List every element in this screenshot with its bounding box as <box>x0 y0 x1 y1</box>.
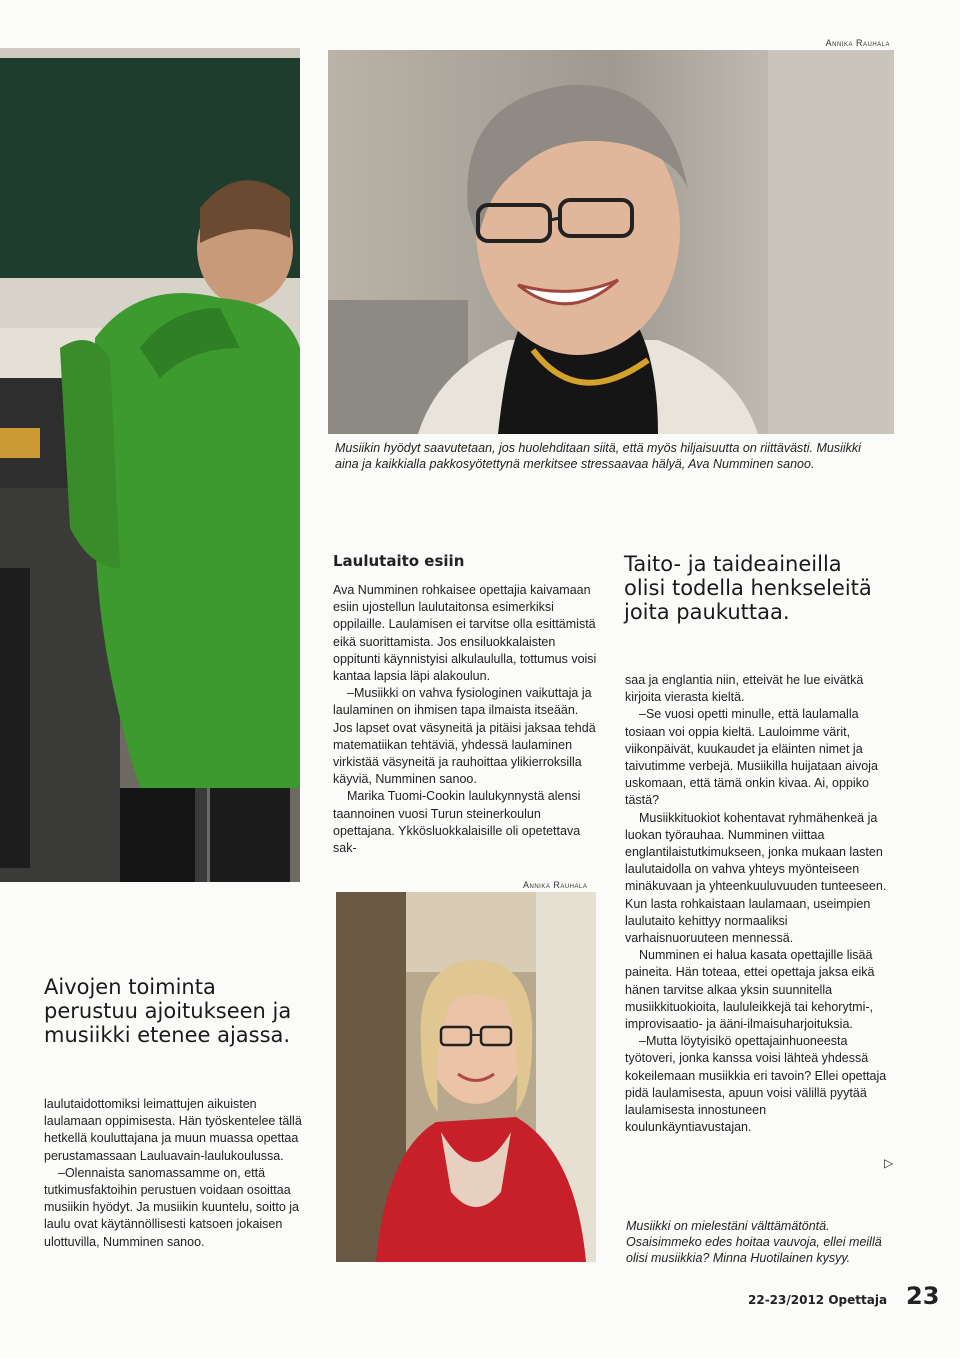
right-paragraph-3: Musiikkituokiot kohentavat ryhmähenkeä ja luokan työrauhaa. Numminen viittaa englantilaistutkimukseen, jonka mukaan lasten laulutaidolla on vahva yhteys myönteiseen minäkuvaan ja yhteenkuuluvuuden tunteeseen. Kun lasta rohkaistaan laulamaan, useimpien laulutaito kehittyy normaaliksi varhaisnuoruuteen mennessä. <box>625 810 887 946</box>
right-paragraph-5: –Mutta löytyisikö opettajainhuoneesta työtoveri, jonka kanssa voisi lähteä yhdessä kokeilemaan musiikkia eri tavoin? Ellei opettaja pidä laulamisesta, apuun voisi välillä pyytää laulamisesta innostuneen koulunkäyntiavustajan. <box>625 1034 887 1135</box>
left-paragraph-2: –Olennaista sanomassamme on, että tutkimusfaktoihin perustuen voidaan osoittaa musiikin hyödyt. Ja musiikin kuuntelu, soitto ja laulu ovat käytännöllisesti katsoen jokaisen ulottuvilla, Numminen sanoo. <box>44 1165 299 1249</box>
classroom-boy-illustration <box>0 48 300 882</box>
middle-paragraph-2: –Musiikki on vahva fysiologinen vaikuttaja ja laulaminen on ihmisen tapa ilmaista itseään. Jos lapset ovat väsyneitä ja pitäisi jaksaa tehdä matematiikan tehtäviä, yhdessä laulaminen virkistää väsyneitä ja rauhoittaa ylikierroksilla käyviä, Numminen sanoo. <box>333 686 596 787</box>
left-column-text <box>44 1096 306 1251</box>
photo-credit-top: Annika Rauhala <box>825 38 890 48</box>
middle-column-text <box>333 582 599 857</box>
photo-credit-middle: Annika Rauhala <box>523 880 588 890</box>
woman-portrait-illustration <box>328 50 894 434</box>
footer-issue: 22-23/2012 Opettaja <box>748 1293 888 1307</box>
page-number: 23 <box>906 1282 940 1310</box>
right-paragraph-4: Numminen ei halua kasata opettajille lisää paineita. Hän toteaa, ettei opettaja jaksa eikä hänen tarvitse alkaa yksin suunnitella musiikkituokioita, laululeikkejä tai kehorytmi-, improvisaatio- ja ääni-ilmaisuharjoituksia. <box>625 948 875 1032</box>
right-paragraph-2: –Se vuosi opetti minulle, että laulamalla tosiaan voi oppia kieltä. Lauloimme värit, viikonpäivät, kuukaudet ja eläinten nimet ja taivutimme verbejä. Musiikilla huijataan aivoja uskomaan, että tämä onkin kivaa. Ai, oppiko tästä? <box>625 707 878 808</box>
right-paragraph-1: saa ja englantia niin, etteivät he lue eivätkä kirjoita vierasta kieltä. <box>625 673 864 705</box>
middle-paragraph-1: Ava Numminen rohkaisee opettajia kaivamaan esiin ujostellun laulutaitonsa esimerkiksi oppilaille. Laulamisen ei tarvitse olla esittämistä eikä suorittamista. Jos ensiluokkalaisten oppitunti käynnistyisi alkulaululla, tottumus voisi kantaa lapsia läpi alakoulun. <box>333 583 597 684</box>
woman-red-coat-illustration <box>336 892 596 1262</box>
caption-bottom: Musiikki on mielestäni välttämätöntä. Osaisimmeko edes hoitaa vauvoja, ellei meillä olisi musiikkia? Minna Huotilainen kysyy. <box>626 1219 882 1265</box>
photo-marika-tuomi-cook <box>336 892 596 1262</box>
photo-classroom-boy <box>0 48 300 882</box>
section-heading-laulutaito: Laulutaito esiin <box>333 552 465 570</box>
left-paragraph-1: laulutaidottomiksi leimattujen aikuisten laulamaan oppimisesta. Hän työskentelee tällä hetkellä kouluttajana ja muun muassa opettaa perustamassaan Lauluavain-laulukoulussa. <box>44 1097 302 1163</box>
photo-ava-numminen <box>328 50 894 434</box>
right-column-text <box>625 672 893 1136</box>
end-mark-icon: ▷ <box>884 1156 894 1170</box>
pullquote-left: Aivojen toiminta perustuu ajoitukseen ja musiikki etenee ajassa. <box>44 975 292 1047</box>
middle-paragraph-3: Marika Tuomi-Cookin laulukynnystä alensi taannoinen vuosi Turun steinerkoulun opettajana. Ykkösluokkalaisille oli opetettava sak- <box>333 789 581 856</box>
caption-top: Musiikin hyödyt saavutetaan, jos huolehditaan siitä, että myös hiljaisuutta on riittävästi. Musiikki aina ja kaikkialla pakkosyötettynä merkitsee stressaavaa hälyä, Ava Numminen sanoo. <box>335 441 861 471</box>
pullquote-right: Taito- ja taideaineilla olisi todella henkseleitä joita paukuttaa. <box>624 552 872 624</box>
